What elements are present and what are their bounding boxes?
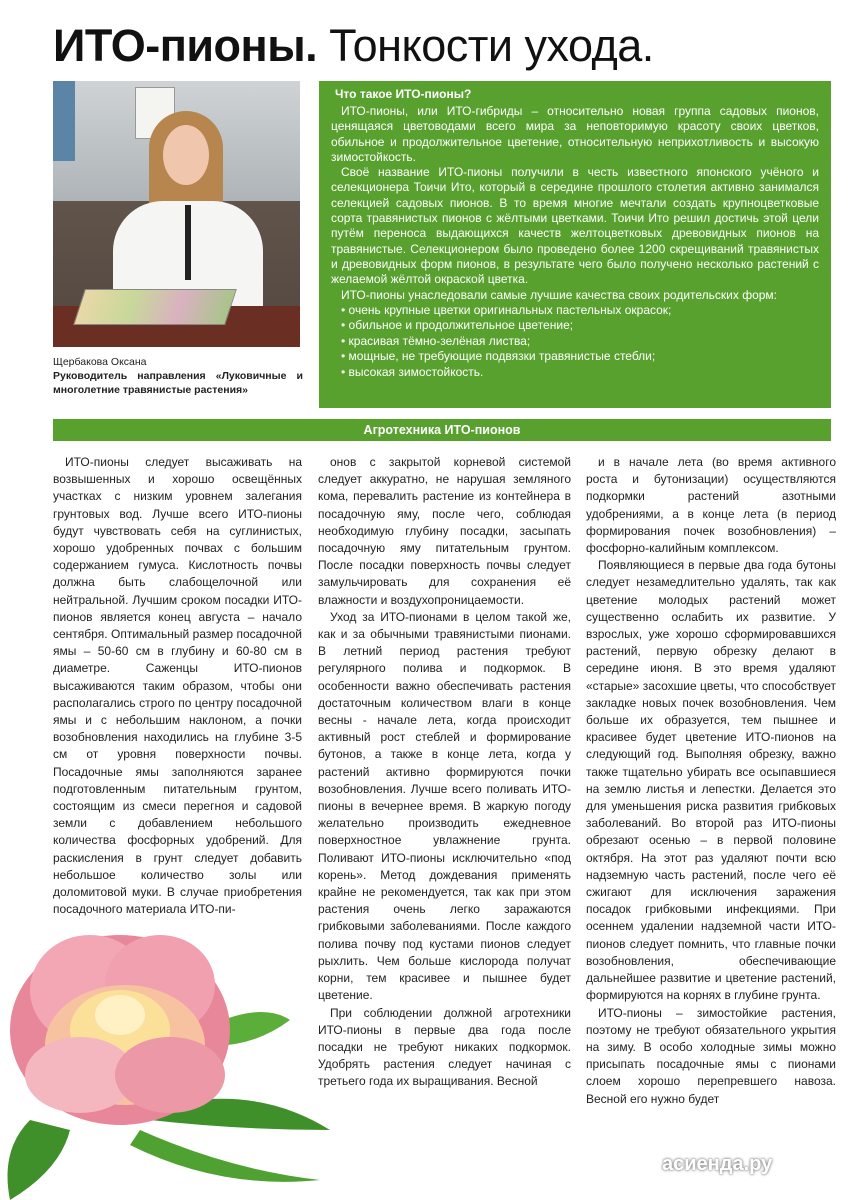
list-item: • высокая зимостойкость. — [341, 364, 484, 379]
text-column-3 — [586, 454, 836, 1108]
author-photo — [53, 81, 300, 347]
qualities-list — [331, 303, 819, 381]
author-role: Руководитель направления «Луковичные и многолетние травянистые растения» — [53, 370, 303, 396]
author-name: Щербакова Оксана — [53, 356, 147, 368]
list-item: • красивая тёмно-зелёная листва; — [341, 333, 531, 348]
intro-paragraph: ИТО-пионы унаследовали самые лучшие качества своих родительских форм: — [341, 287, 778, 302]
body-paragraph: ИТО-пионы – зимостойкие растения, поэтому не требуют обязательного укрытия на зиму. В особо холодные зимы можно присыпать посадочные ямы с пионами слоем хорошо перепревшего навоза. Весной его нужно будет — [586, 1005, 836, 1106]
intro-paragraph: Своё название ИТО-пионы получили в честь известного японского учёного и селекционера Тоичи Ито, который в середине прошлого столетия активно занимался селекцией садовых пионов. В то время многие мечтали создать крупноцветковые сорта травянистых пионов с жёлтыми цветками. Тоичи Ито решил достичь этой цели путём переноса выдающихся качеств желтоцветковых древовидных пионов на травянистые. Селекционером было проведено более 1200 скрещиваний травянистых и древовидных форм пионов, в результате чего было получено несколько растений с желаемой жёлтой окраской цветка. — [331, 165, 819, 287]
text-column-2 — [318, 454, 571, 1091]
body-paragraph: Уход за ИТО-пионами в целом такой же, как и за обычными травянистыми пионами. В летний период растения требуют регулярного полива и подкормок. В особенности важно обеспечивать растения достаточным количеством влаги в конце весны - начале лета, когда происходит активный рост стеблей и формирование бутонов, а также в конце лета, когда у растений активно формируются почки возобновления. Лучше всего поливать ИТО-пионы в вечернее время. В жаркую погоду желательно производить ежедневное поверхностное увлажнение грунта. Поливают ИТО-пионы исключительно «под корень». Метод дождевания применять крайне не рекомендуется, так как при этом растения очень легко заражаются грибковыми заболеваниями. После каждого полива почву под кустами пионов следует рыхлить. Чем больше кислорода получат корни, тем красивее и пышнее будет цветение. — [318, 609, 571, 1003]
text-column-1 — [53, 454, 302, 918]
body-paragraph: Появляющиеся в первые два года бутоны следует незамедлительно удалять, так как цветение молодых растений может существенно ослабить их развитие. У взрослых, уже хорошо сформировавшихся растений, первую обрезку делают в середине июня. В это время удаляют «старые» засохшие цветы, что способствует закладке новых почек возобновления. Чем больше их образуется, тем пышнее и красивее будет цветение ИТО-пионов на следующий год. Выполняя обрезку, важно также тщательно убирать все осыпавшиеся на землю листья и лепестки. Делается это для уменьшения риска развития грибковых заболеваний. Во второй раз ИТО-пионы обрезают осенью – в первой половине октября. На этот раз удаляют почти всю надземную часть растений, после чего её сжигают для исключения заражения посадок грибковыми инфекциями. При осеннем удалении надземной части ИТО-пионов следует помнить, что главные почки возобновления, обеспечивающие дальнейшее развитие и цветение растений, формируются на корнях в глубине грунта. — [586, 558, 836, 1003]
intro-paragraph: ИТО-пионы, или ИТО-гибриды – относительно новая группа садовых пионов, ценящаяся цветоводами всего мира за неповторимую красоту своих цветков, обильное и продолжительное цветение, относительную неприхотливость и высокую зимостойкость. — [331, 104, 819, 164]
list-item: • обильное и продолжительное цветение; — [341, 318, 574, 333]
photo-caption — [53, 355, 303, 397]
title-bold: ИТО-пионы. — [53, 20, 318, 71]
section-heading: Агротехника ИТО-пионов — [53, 419, 831, 441]
intro-box — [319, 81, 831, 408]
peony-illustration — [0, 880, 330, 1200]
body-paragraph: онов с закрытой корневой системой следует аккуратно, не нарушая земляного кома, перевалить растение из контейнера в посадочную яму, после чего, соблюдая необходимую глубину посадки, засыпать посадочную яму питательным грунтом. После посадки поверхность почвы следует замульчировать для сохранения её влажности и воздухопроницаемости. — [318, 455, 571, 607]
body-paragraph: При соблюдении должной агротехники ИТО-пионы в первые два года после посадки не требуют никаких подкормок. Удобрять растения следует начиная с третьего года их выращивания. Весной — [318, 1005, 571, 1089]
watermark: асиенда.ру — [662, 1153, 773, 1175]
list-item: • мощные, не требующие подвязки травянистые стебли; — [341, 349, 656, 364]
petals — [10, 935, 230, 1125]
body-paragraph: и в начале лета (во время активного роста и бутонизации) осуществляются подкормки растений азотными удобрениями, а в конце лета (в период формирования почек возобновления) – фосфорно-калийным комплексом. — [586, 455, 836, 556]
page-title — [53, 18, 654, 74]
title-rest: Тонкости ухода. — [317, 20, 654, 71]
body-paragraph: ИТО-пионы следует высаживать на возвышенных и хорошо освещённых участках с низким уровнем залегания грунтовых вод. Лучше всего ИТО-пионы будут чувствовать себя на суглинистых, хорошо удобренных почвах с большим содержанием гумуса. Кислотность почвы должна быть слабощелочной или нейтральной. Лучшим сроком посадки ИТО-пионов является конец августа – начало сентября. Оптимальный размер посадочной ямы – 50-60 см в глубину и 60-80 см в диаметре. Саженцы ИТО-пионов высаживаются таким образом, чтобы они располагались строго по центру посадочной ямы и с небольшим наклоном, а почки возобновления находились на глубине 3-5 см от уровня поверхности почвы. Посадочные ямы заполняются заранее подготовленным питательным грунтом, состоящим из смеси перегноя и садовой земли с добавлением небольшого количества фосфорных удобрений. Для раскисления в грунт следует добавить небольшое количество золы или доломитовой муки. В случае приобретения посадочного материала ИТО-пи- — [53, 455, 302, 917]
list-item: • очень крупные цветки оригинальных пастельных окрасок; — [341, 302, 672, 317]
intro-box-title: Что такое ИТО-пионы? — [335, 87, 472, 101]
